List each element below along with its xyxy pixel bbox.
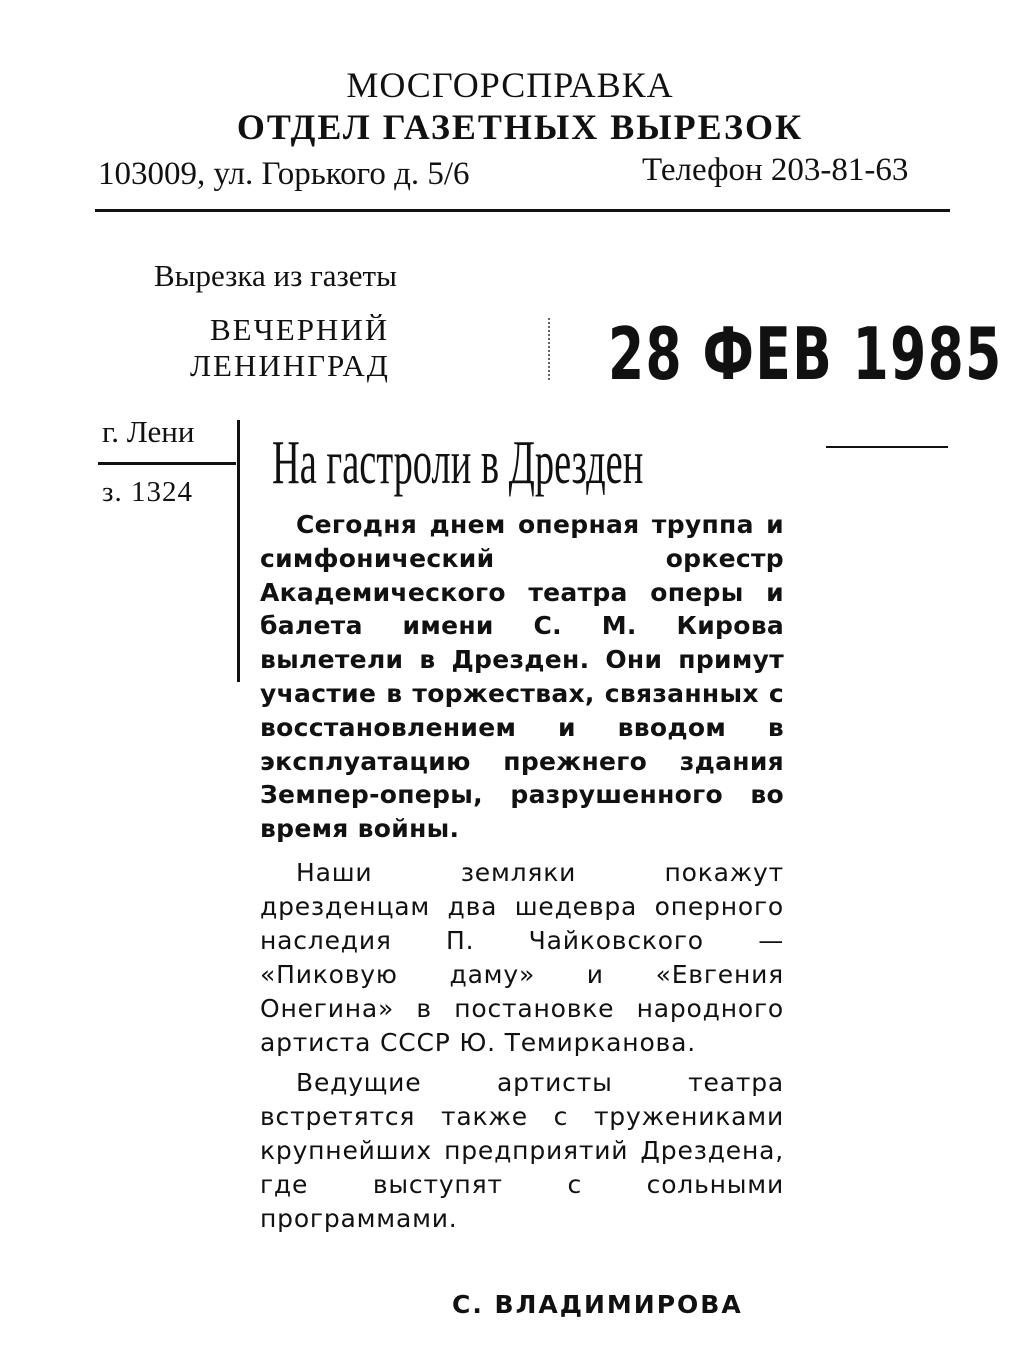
article-lead-paragraph: Сегодня днем оперная труппа и симфонический оркестр Академического театра оперы и балета имени С. М. Кирова вылетели в Дрезден. Они примут участие в торжествах, связанных с восстановлением и вводом в эксплуатацию прежнего здания Земпер-оперы, разрушенного во время войны. [260,510,784,844]
order-number: з. 1324 [102,476,193,508]
agency-name: МОСГОРСПРАВКА [346,65,674,105]
article-headline: На гастроли в Дрезден [272,429,644,497]
article-body [260,508,784,1236]
newspaper-name-line1: ВЕЧЕРНИЙ [210,312,390,347]
clipping-edge-line [237,420,240,682]
article-paragraph-2: Наши земляки покажут дрезденцам два шедевра оперного наследия П. Чайковского — «Пиковую даму» и «Евгения Онегина» в постановке народного артиста СССР Ю. Темирканова. [260,857,784,1057]
agency-address: 103009, ул. Горького д. 5/6 [98,156,470,192]
headline-side-rule [826,446,948,448]
city-divider [98,462,236,465]
newspaper-name-line2: ЛЕНИНГРАД [190,348,390,383]
date-stamp: 28 ФЕВ 1985 [608,312,1003,396]
clipping-label: Вырезка из газеты [154,258,397,293]
header-divider [95,209,950,212]
department-name: ОТДЕЛ ГАЗЕТНЫХ ВЫРЕЗОК [236,107,804,147]
article-author: С. ВЛАДИМИРОВА [452,1290,743,1319]
agency-phone: Телефон 203-81-63 [642,152,909,188]
article-paragraph-3: Ведущие артисты театра встретятся также с тружениками крупнейших предприятий Дрездена, где выступят с сольными программами. [260,1067,784,1233]
dotted-separator [548,318,556,380]
city-label: г. Лени [102,414,195,449]
